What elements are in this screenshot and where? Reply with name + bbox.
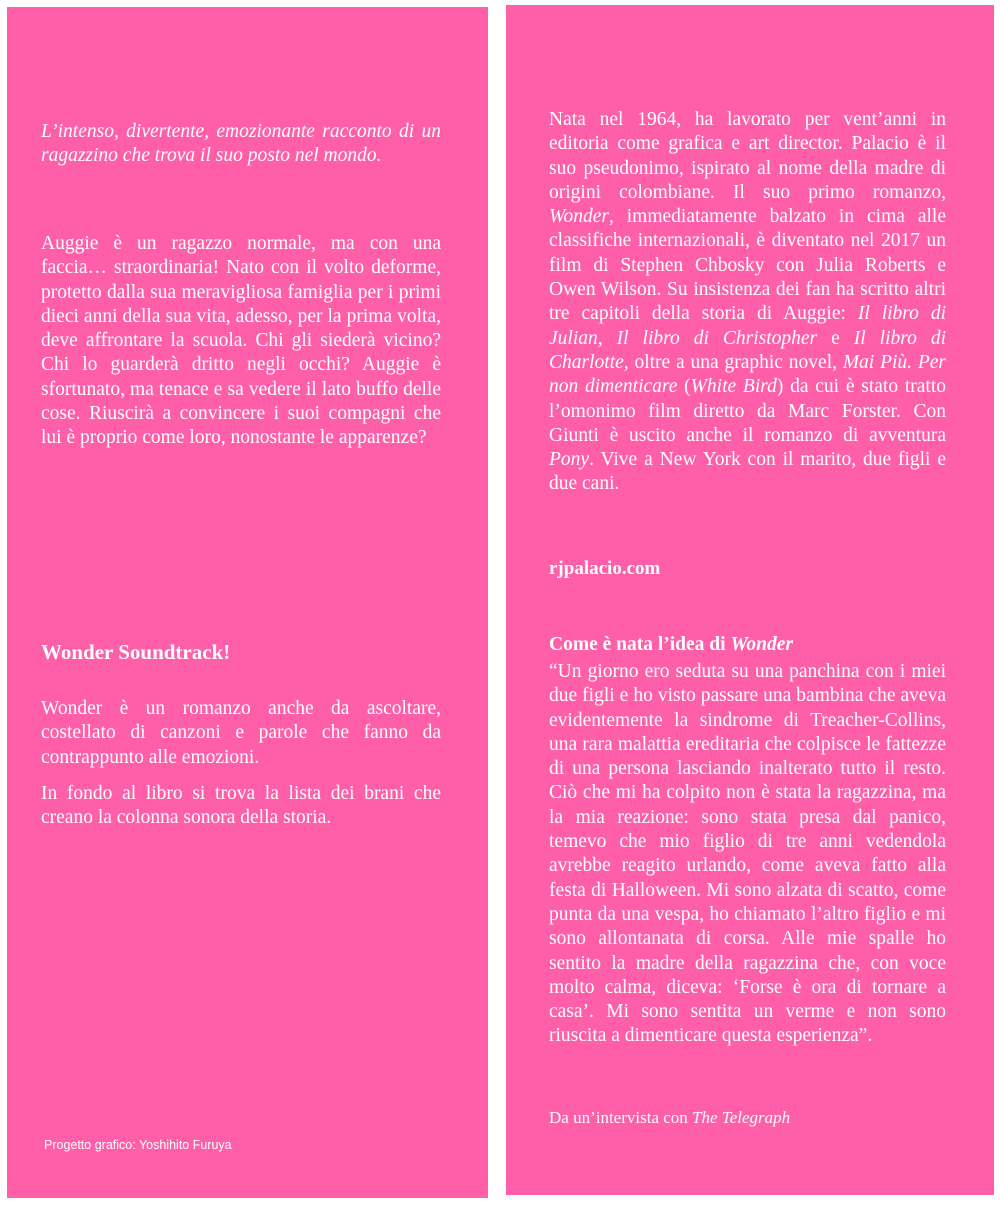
bio-text-5: , oltre a una graphic novel,: [623, 351, 843, 373]
bio-title-white-bird: White Bird: [690, 376, 777, 398]
quote-source-text: Da un’intervista con: [549, 1108, 693, 1127]
soundtrack-heading: Wonder Soundtrack!: [41, 640, 231, 664]
bio-title-pony: Pony: [549, 449, 590, 471]
bio-text-2: , immediatamente balzato in cima alle classifiche internazionali, è diventato nel 2017 un film di Stephen Chbosky con Julia Roberts e Owen Wilson. Su insistenza dei fan ha scritto altri tre capitoli della storia di Auggie:: [549, 206, 946, 325]
left-flap: [7, 7, 488, 1198]
author-bio: [549, 108, 946, 497]
author-quote: “Un giorno ero seduta su una panchina con i miei due figli e ho visto passare una bambina che aveva evidentemente la sindrome di Treacher-Collins, una rara malattia ereditaria che colpisce le fattezze di una persona lasciando inalterato tutto il resto. Ciò che mi ha colpito non è stata la ragazzina, ma la mia reazione: sono stata presa dal panico, temevo che mio figlio di tre anni vedendola avrebbe reagito urlando, come aveva fatto alla festa di Halloween. Mi sono alzata di scatto, come punta da una vespa, ho chiamato l’altro figlio e mi sono allontanata di corsa. Alle mie spalle ho sentito la madre della ragazzina che, con voce molto calma, diceva: ‘Forse è ora di tornare a casa’. Mi sono sentita un verme e non sono riuscita a dimenticare questa esperienza”.: [549, 661, 946, 1047]
quote-source-publication: The Telegraph: [692, 1108, 791, 1127]
intro-tagline: L’intenso, divertente, emozionante racconto di un ragazzino che trova il suo posto nel mondo.: [41, 121, 441, 167]
bio-title-julian: Il libro di Julian: [549, 303, 947, 349]
bio-title-christopher: Il libro di Christopher: [616, 327, 818, 349]
design-credit: Progetto grafico: Yoshihito Furuya: [44, 1138, 232, 1152]
soundtrack-paragraph-1: Wonder è un romanzo anche da ascoltare, costellato di canzoni e parole che fanno da contrappunto alle emozioni.: [41, 698, 441, 768]
bio-title-wonder: Wonder: [549, 206, 609, 228]
soundtrack-paragraph-2: In fondo al libro si trova la lista dei brani che creano la colonna sonora della storia.: [41, 783, 441, 829]
quote-source: [549, 1106, 790, 1130]
idea-heading-text: Come è nata l’idea di: [549, 634, 731, 655]
bio-title-mai-piu: Mai Più. Per non dimenticare: [549, 351, 946, 398]
idea-heading: [549, 633, 793, 657]
bio-text-8: . Vive a New York con il marito, due figli e due cani.: [549, 449, 946, 495]
bio-text-3: ,: [597, 327, 617, 349]
bio-text-7: ) da cui è stato tratto l’omonimo film diretto da Marc Forster. Con Giunti è uscito anche il romanzo di avventura: [549, 376, 946, 446]
bio-text-1: Nata nel 1964, ha lavorato per vent’anni in editoria come grafica e art director. Palacio è il suo pseudonimo, ispirato al nome della madre di origini colombiane. Il suo primo romanzo,: [549, 109, 946, 203]
author-website: rjpalacio.com: [549, 558, 661, 579]
idea-heading-title: Wonder: [730, 634, 793, 655]
bio-text-6: (: [677, 376, 691, 398]
bio-text-4: e: [817, 327, 854, 349]
bio-title-charlotte: Il libro di Charlotte: [549, 327, 947, 373]
plot-summary: Auggie è un ragazzo normale, ma con una faccia… straordinaria! Nato con il volto deforme, protetto dalla sua meravigliosa famiglia per i primi dieci anni della sua vita, adesso, per la prima volta, deve affrontare la scuola. Chi gli siederà vicino? Chi lo guarderà dritto negli occhi? Auggie è sfortunato, ma tenace e sa vedere il lato buffo delle cose. Riuscirà a convincere i suoi compagni che lui è proprio come loro, nonostante le apparenze?: [41, 233, 441, 449]
